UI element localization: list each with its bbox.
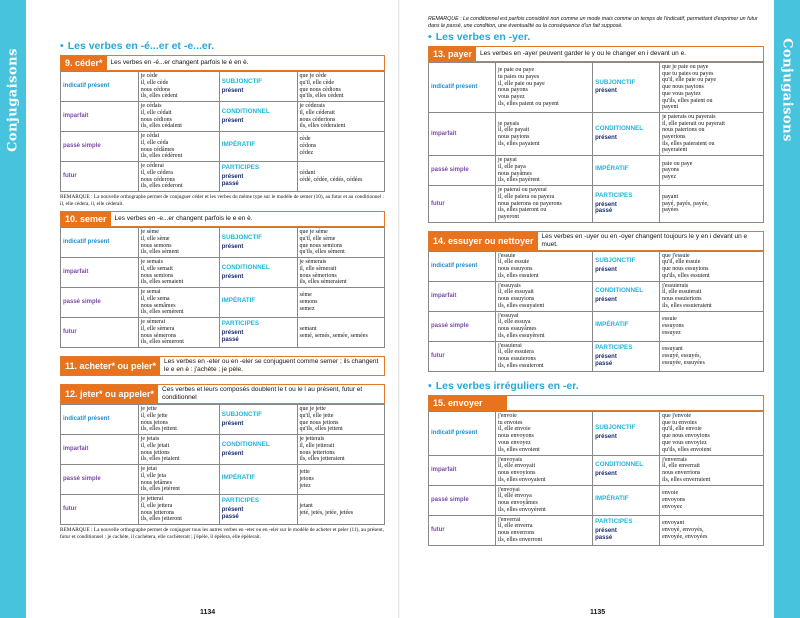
table-row: imparfait j'essuyais il, elle essuyait nous essuyions ils, elles essuyaient CONDITIONNEL présent j'essuierais il, elle essuierait nous essuierions ils, elles essuieraient [429,281,764,311]
left-side-tab [0,0,26,618]
verb-header [428,395,764,411]
right-content [428,14,764,546]
table-row: passé simple je jetai il, elle jeta nous jetâmes ils, elles jetèrent IMPÉRATIF jette jetons jetez [61,465,385,495]
verb-title: 14. essuyer ou nettoyer [429,232,538,250]
side-label: Conjugaisons [779,38,795,142]
verb-block-13 [428,46,764,223]
verb-description: Les verbes en -eter ou en -eler se conjuguent comme semer ; ils changent le e en è : j'achète ; je pèle. [160,357,384,375]
top-remark: REMARQUE : Le conditionnel est parfois considéré non comme un mode mais comme un temps de l'indicatif, permettant d'exprimer un futur dans le passé, une condition, une éventualité ou la conséquence d'un fait supposé. [428,16,758,29]
table-row: passé simple je semai il, elle sema nous semâmes ils, elles semèrent IMPÉRATIF sème semons semez [61,288,385,318]
table-row: indicatif présent j'envoie tu envoies il, elle envoie nous envoyons vous envoyez ils, elles envoient SUBJONCTIF présent que j'envoie que tu envoies qu'il, elle envoie que nous envoyions que vous envoyiez qu'ils, elles envoient [429,411,764,455]
section-title: • Les verbes irréguliers en -er. [428,379,579,392]
verb-description: Ces verbes et leurs composés doublent le t ou le l au présent, futur et conditionnel [158,385,384,403]
verb-title: 10. semer [61,212,111,226]
table-row: passé simple je cédai il, elle céda nous cédâmes ils, elles cédèrent IMPÉRATIF cède cédons cédez [61,132,385,162]
verb-description: Les verbes en -e...er changent parfois le e en è. [111,212,257,226]
table-row: futur je céderai il, elle cédera nous céderons ils, elles céderont PARTICIPES présent passé cédant cédé, cédée, cédés, cédées [61,162,385,192]
verb-block-14 [428,231,764,372]
verb-block-11 [60,356,385,376]
remark: REMARQUE : La nouvelle orthographe permet de conjuguer tous les autres verbes en -eter ou en -eler sur le modèle de acheter et peler (11), au présent, futur et conditionnel : je cachète, il cachètera, elle cachèterait ; j'épèle, il épèlera, elle épèlerait. [60,527,384,540]
verb-header [60,356,385,376]
verb-block-12 [60,384,385,540]
verb-title: 13. payer [429,47,476,61]
verb-description [507,396,515,410]
right-side-tab [774,0,800,618]
verb-block-15 [428,395,764,546]
table-row: indicatif présent je cède il, elle cède nous cédons ils, elles cèdent SUBJONCTIF présent que je cède qu'il, elle cède que nous cédions qu'ils, elles cèdent [61,72,385,102]
table-row: futur j'essuierai il, elle essuiera nous essuierons ils, elles essuieront PARTICIPES présent passé essuyant essuyé, essuyés, essuyée, essuyées [429,341,764,371]
verb-description: Les verbes en -uyer ou en -oyer changent toujours le y en i devant un e muet. [538,232,763,250]
conjugation-table [428,411,764,546]
conjugation-table [60,404,385,525]
conjugation-table [60,71,385,192]
section-title: • Les verbes en -é...er et -e...er. [60,40,215,52]
table-row: futur je sèmerai il, elle sèmera nous sèmerons ils, elles sèmeront PARTICIPES présent passé semant semé, semés, semée, semées [61,318,385,348]
table-row: passé simple j'envoyai il, elle envoya nous envoyâmes ils, elles envoyèrent IMPÉRATIF envoie envoyons envoyez [429,485,764,515]
section-title: • Les verbes en -yer. [428,31,531,43]
page-number: 1135 [590,609,606,616]
table-row: futur j'enverrai il, elle enverra nous enverrons ils, elles enverront PARTICIPES présent passé envoyant envoyé, envoyés, envoyée, envoyées [429,515,764,545]
verb-header [60,55,385,71]
table-row: imparfait je cédais il, elle cédait nous cédions ils, elles cédaient CONDITIONNEL présent je céderais il, elle céderait nous céderions ils, elles céderaient [61,102,385,132]
verb-title: 15. envoyer [429,396,507,410]
verb-description: Les verbes en -ayer peuvent garder le y ou le changer en i devant un e. [476,47,690,61]
table-row: futur je jetterai il, elle jettera nous jetterons ils, elles jetteront PARTICIPES présent passé jetant jeté, jetés, jetée, jetées [61,495,385,525]
verb-title: 12. jeter* ou appeler* [61,385,158,403]
verb-description: Les verbes en -é...er changent parfois le é en è. [107,56,253,70]
remark: REMARQUE : La nouvelle orthographe permet de conjuguer céder et les verbes du même type sur le modèle de semer (10), au futur et au conditionnel : il, elle cèdera, il, elle cèderait. [60,194,385,207]
table-row: indicatif présent j'essuie il, elle essuie nous essuyons ils, elles essuient SUBJONCTIF présent que j'essuie qu'il, elle essuie que nous essuyions qu'ils, elles essuient [429,251,764,281]
verb-header [428,46,764,62]
conjugation-table [60,227,385,348]
conjugation-table [428,251,764,372]
table-row: imparfait je semais il, elle semait nous semions ils, elles semaient CONDITIONNEL présent je sèmerais il, elle sèmerait nous sèmerions ils, elles sèmeraient [61,258,385,288]
left-content [60,40,385,542]
table-row: imparfait je payais il, elle payait nous payions ils, elles payaient CONDITIONNEL présent je paierais ou payerais il, elle paierait ou payerait nous paierions ou payerions ils, elles paieraient ou payeraient [429,112,764,155]
verb-header [60,211,385,227]
verb-header [60,384,385,404]
table-row: imparfait j'envoyais il, elle envoyait nous envoyions ils, elles envoyaient CONDITIONNEL présent j'enverrais il, elle enverrait nous enverrions ils, elles enverraient [429,455,764,485]
table-row: passé simple je payai il, elle paya nous payâmes ils, elles payèrent IMPÉRATIF paie ou paye payons payez [429,156,764,186]
verb-title: 9. céder* [61,56,107,70]
page-number: 1134 [200,609,216,616]
table-row: indicatif présent je jette il, elle jette nous jetons ils, elles jettent SUBJONCTIF présent que je jette qu'il, elle jette que nous jetions qu'ils, elles jettent [61,405,385,435]
verb-title: 11. acheter* ou peler* [61,357,160,375]
table-row: imparfait je jetais il, elle jetait nous jetions ils, elles jetaient CONDITIONNEL présent je jetterais il, elle jetterait nous jetterions ils, elles jetteraient [61,435,385,465]
table-row: indicatif présent je sème il, elle sème nous semons ils, elles sèment SUBJONCTIF présent que je sème qu'il, elle sème que nous semions qu'ils, elles sèment [61,228,385,258]
table-row: futur je paierai ou payerai il, elle paiera ou payera nous paierons ou payerons ils, elles paieront ou payeront PARTICIPES présent passé payant payé, payés, payée, payées [429,186,764,223]
verb-block-9 [60,55,385,207]
conjugation-table [428,62,764,223]
verb-header [428,231,764,251]
verb-block-10 [60,211,385,348]
side-label: Conjugaisons [5,48,21,152]
table-row: passé simple j'essuyai il, elle essuya nous essuyâmes ils, elles essuyèrent IMPÉRATIF essuie essuyons essuyez [429,311,764,341]
table-row: indicatif présent je paie ou paye tu paies ou payes il, elle paie ou paye nous payons vous payez ils, elles paient ou payent SUBJONCTIF présent que je paie ou paye que tu paies ou payes qu'il, elle paie ou paye que nous payions que vous payiez qu'ils, elles paient ou payent [429,63,764,113]
